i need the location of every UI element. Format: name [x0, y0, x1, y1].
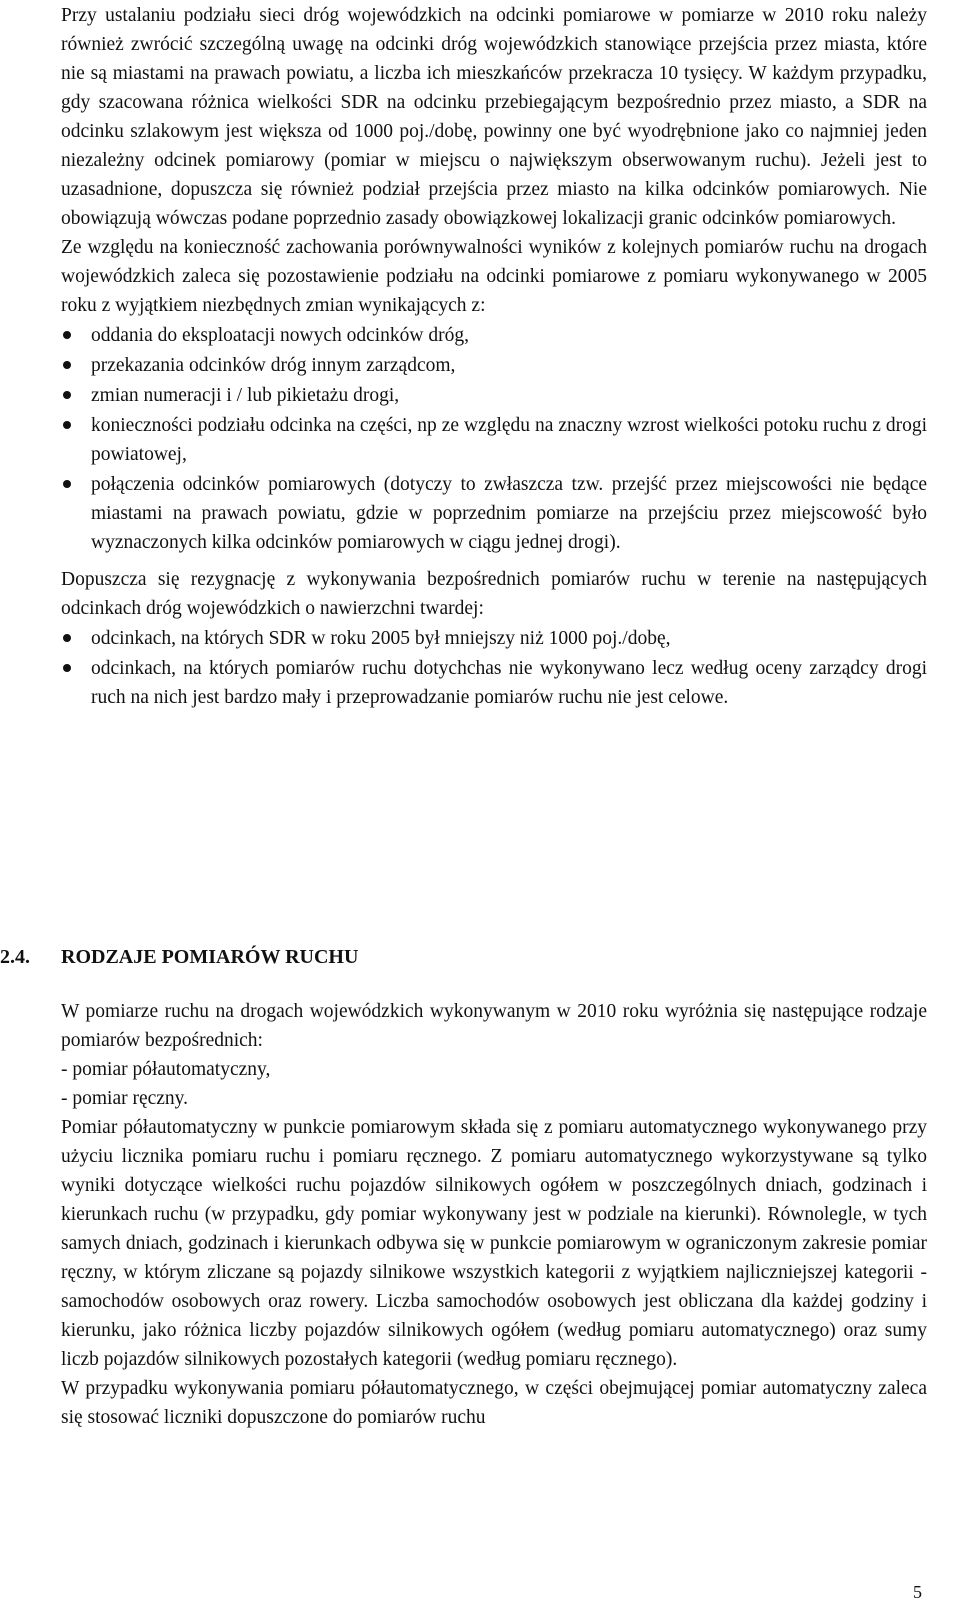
- bullet-item: połączenia odcinków pomiarowych (dotyczy to zwłaszcza tzw. przejść przez miejscowości nie będące miastami na prawach powiatu, gdzie w poprzednim pomiarze na przejściu przez miejscowość było wyznaczonych kilka odcinków pomiarowych w ciągu jednej drogi).: [61, 470, 927, 557]
- section-title: RODZAJE POMIARÓW RUCHU: [61, 946, 359, 968]
- dash-item: - pomiar ręczny.: [61, 1088, 189, 1109]
- bullet-item: zmian numeracji i / lub pikietażu drogi,: [61, 381, 927, 410]
- paragraph-counters: W przypadku wykonywania pomiaru półautomatycznego, w części obejmującej pomiar automatyczny zaleca się stosować liczniki dopuszczone do pomiarów ruchu: [61, 1378, 927, 1428]
- page-number: 5: [913, 1582, 922, 1602]
- paragraph-city-crossings: Przy ustalaniu podziału sieci dróg wojewódzkich na odcinki pomiarowe w pomiarze w 2010 roku należy również zwrócić szczególną uwagę na odcinki dróg wojewódzkich stanowiące przejścia przez miasta, które nie są miastami na prawach powiatu, a liczba ich mieszkańców przekracza 10 tysięcy. W każdym przypadku, gdy szacowana różnica wielkości SDR na odcinku przebiegającym bezpośrednio przez miasto, a SDR na odcinku szlakowym jest większa od 1000 poj./dobę, powinny one być wyodrębnione jako co najmniej jeden niezależny odcinek pomiarowy (pomiar w miejscu o największym obserwowanym ruchu). Jeżeli jest to uzasadnione, dopuszcza się również podział przejścia przez miasto na kilka odcinków pomiarowych. Nie obowiązują wówczas podane poprzednio zasady obowiązkowej lokalizacji granic odcinków pomiarowych.: [61, 5, 927, 229]
- bullet-item: odcinkach, na których SDR w roku 2005 był mniejszy niż 1000 poj./dobę,: [61, 624, 927, 653]
- bullet-list-changes: [61, 321, 927, 557]
- bullet-item: przekazania odcinków dróg innym zarządcom,: [61, 351, 927, 380]
- dash-item: - pomiar półautomatyczny,: [61, 1059, 271, 1080]
- paragraph-semi-automatic: Pomiar półautomatyczny w punkcie pomiarowym składa się z pomiaru automatycznego wykonywanego przy użyciu licznika pomiaru ruchu i pomiaru ręcznego. Z pomiaru automatycznego wykorzystywane są tylko wyniki dotyczące wielkości ruchu pojazdów silnikowych ogółem w poszczególnych dniach, godzinach i kierunkach ruchu (w przypadku, gdy pomiar wykonywany jest w podziale na kierunki). Równolegle, w tych samych dniach, godzinach i kierunkach odbywa się w punkcie pomiarowym w ograniczonym zakresie pomiar ręczny, w którym zliczane są pojazdy silnikowe wszystkich kategorii z wyjątkiem najliczniejszej kategorii - samochodów osobowych oraz rowery. Liczba samochodów osobowych jest obliczana dla każdej godziny i kierunku, jako różnica liczby pojazdów silnikowych ogółem (według pomiaru automatycznego) oraz sumy liczb pojazdów silnikowych pozostałych kategorii (według pomiaru ręcznego).: [61, 1117, 927, 1370]
- paragraph-types-intro: W pomiarze ruchu na drogach wojewódzkich wykonywanym w 2010 roku wyróżnia się następujące rodzaje pomiarów bezpośrednich:: [61, 1001, 927, 1051]
- bullet-item: odcinkach, na których pomiarów ruchu dotychchas nie wykonywano lecz według oceny zarządcy drogi ruch na nich jest bardzo mały i przeprowadzanie pomiarów ruchu nie jest celowe.: [61, 654, 927, 712]
- bullet-item: oddania do eksploatacji nowych odcinków dróg,: [61, 321, 927, 350]
- document-page: [61, 0, 927, 712]
- bullet-list-sections: [61, 624, 927, 712]
- paragraph-resignation: Dopuszcza się rezygnację z wykonywania bezpośrednich pomiarów ruchu w terenie na następujących odcinkach dróg wojewódzkich o nawierzchni twardej:: [61, 569, 927, 619]
- paragraph-comparability: Ze względu na konieczność zachowania porównywalności wyników z kolejnych pomiarów ruchu na drogach wojewódzkich zaleca się pozostawienie podziału na odcinki pomiarowe z pomiaru wykonywanego w 2005 roku z wyjątkiem niezbędnych zmian wynikających z:: [61, 237, 927, 316]
- section-measurement-types: [61, 997, 927, 1432]
- section-number: 2.4.: [0, 946, 30, 968]
- bullet-item: konieczności podziału odcinka na części, np ze względu na znaczny wzrost wielkości potoku ruchu z drogi powiatowej,: [61, 411, 927, 469]
